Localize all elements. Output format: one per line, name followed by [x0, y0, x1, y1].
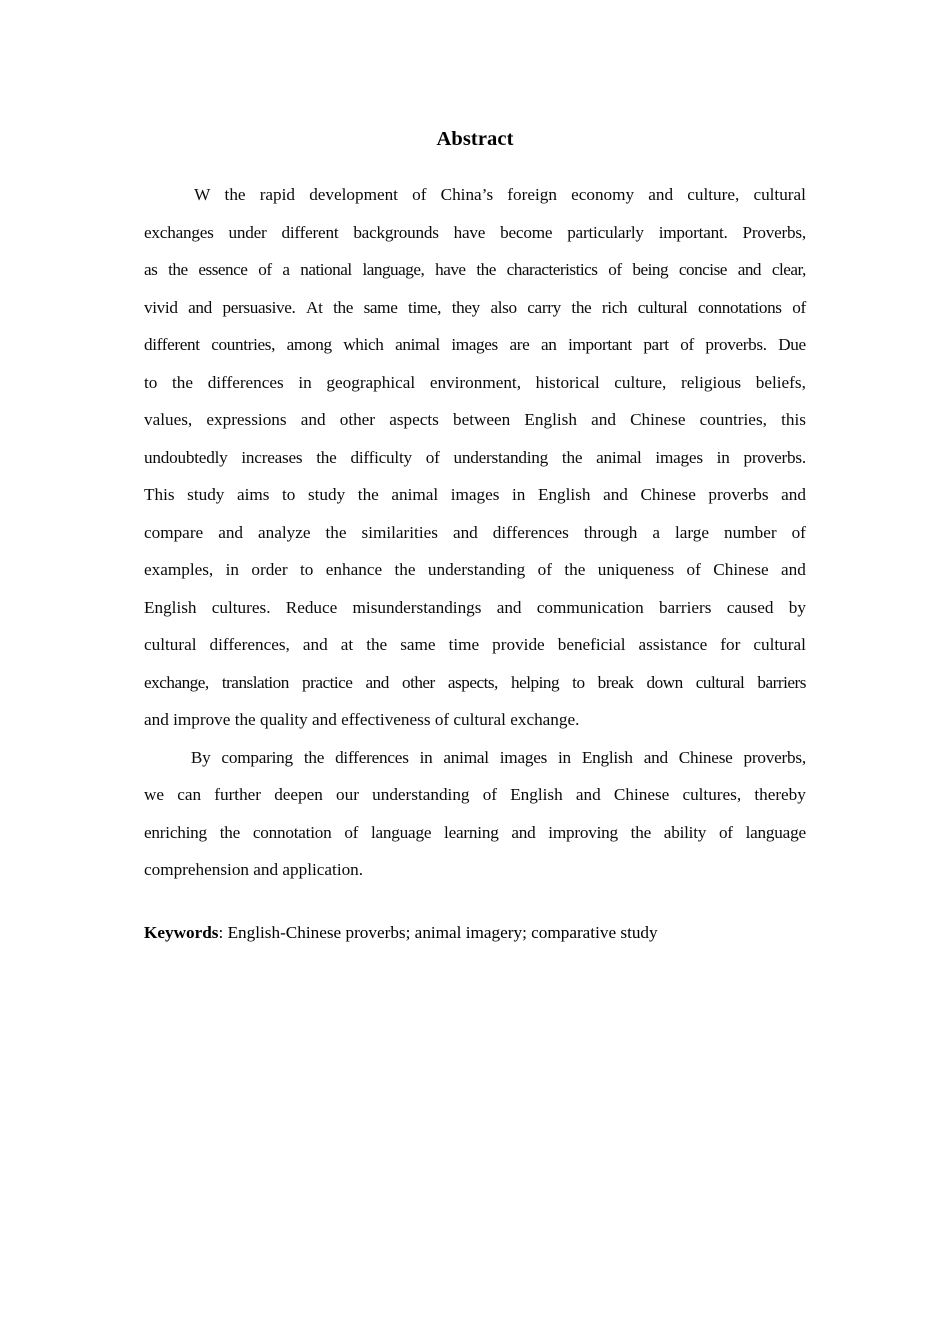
line-word: proverbs [708, 485, 769, 504]
line-word: time, [408, 297, 442, 317]
line-word: carry [527, 297, 561, 317]
text-line [144, 326, 806, 364]
line-word: enhance [325, 560, 383, 579]
text-line [144, 176, 806, 214]
line-word: and [648, 185, 674, 204]
line-word: cultural [753, 185, 806, 204]
line-word: cultural [753, 635, 806, 654]
line-word: Reduce [285, 597, 338, 617]
line-word: Chinese [678, 747, 733, 767]
keywords-separator: : [218, 923, 228, 942]
text-line [144, 739, 806, 777]
line-word: of [425, 447, 440, 467]
line-word: language [370, 822, 432, 842]
line-word: images [450, 485, 500, 504]
line-word: other [401, 672, 435, 692]
line-word: and [496, 597, 522, 617]
line-word: foreign [507, 185, 557, 204]
line-word: we [144, 785, 165, 804]
line-word: beneficial [557, 635, 626, 654]
line-word: similarities [361, 522, 438, 542]
line-word: in [558, 747, 571, 767]
line-word: assistance [638, 635, 708, 654]
line-word: the [561, 447, 583, 467]
line-word: proverbs. [743, 447, 806, 467]
text-line [144, 476, 806, 514]
line-word: analyze [258, 522, 311, 542]
line-word: same [400, 635, 436, 654]
line-word: Chinese [630, 410, 686, 429]
line-word: connotation [252, 822, 332, 842]
line-word: the [333, 297, 354, 317]
text-line [144, 776, 806, 814]
line-word: in [512, 485, 526, 504]
line-word: barriers [658, 597, 712, 617]
line-word: order [251, 560, 288, 579]
line-word: values, [144, 410, 193, 429]
line-word: the [394, 560, 416, 579]
line-word: the [168, 260, 188, 279]
line-word: connotations [698, 297, 782, 317]
line-word: and [188, 297, 212, 317]
line-word: in [225, 560, 239, 579]
page-title: Abstract [436, 128, 514, 150]
line-word: images [499, 747, 548, 767]
line-word: of [792, 297, 806, 317]
text-line [144, 251, 806, 289]
line-word: in [298, 372, 312, 392]
line-word: concise [678, 260, 727, 279]
line-word: between [453, 410, 511, 429]
line-word: aims [236, 485, 270, 504]
line-word: under [228, 222, 267, 242]
line-word: cultural [144, 635, 197, 654]
first-line-indent [144, 176, 180, 214]
line-word: practice [302, 672, 353, 692]
line-word: they [451, 297, 480, 317]
line-word: study [187, 485, 225, 504]
line-word: the [219, 822, 241, 842]
line-text: comprehension and application. [144, 860, 364, 879]
line-word: English [537, 485, 591, 504]
line-word: cultures, [682, 785, 742, 804]
line-word: understanding [372, 785, 470, 804]
line-word: through [583, 522, 638, 542]
line-word: China’s [440, 185, 494, 204]
line-word: to [282, 485, 296, 504]
line-word: down [646, 672, 683, 692]
line-word: in [419, 747, 433, 767]
line-word: barriers [757, 672, 806, 692]
line-word: of [258, 260, 272, 279]
line-word: of [412, 185, 427, 204]
line-word: cultural [695, 672, 745, 692]
line-word: different [144, 335, 200, 354]
text-line [144, 214, 806, 252]
line-word: to [572, 672, 585, 692]
line-word: the [172, 372, 194, 392]
line-word: the [564, 560, 586, 579]
line-word: study [307, 485, 346, 504]
line-word: clear, [771, 260, 806, 279]
line-word: difficulty [350, 447, 412, 467]
line-word: the [630, 822, 652, 842]
line-word: language, [362, 260, 425, 279]
line-word: aspects [389, 410, 439, 429]
line-word: undoubtedly [144, 447, 228, 467]
text-line [144, 589, 806, 627]
line-word: increases [241, 447, 303, 467]
line-word: of [791, 522, 806, 542]
line-word: English [510, 785, 563, 804]
line-word: of [686, 560, 701, 579]
line-word: have [435, 260, 466, 279]
text-line [144, 514, 806, 552]
line-word: and [781, 560, 806, 579]
line-word: cultural [637, 297, 688, 317]
line-word: differences [492, 522, 569, 542]
line-word: can [177, 785, 202, 804]
line-word: misunderstandings [352, 597, 482, 617]
line-word: countries, [699, 410, 767, 429]
line-word: economy [571, 185, 635, 204]
line-word: the [224, 185, 246, 204]
line-word: to [300, 560, 314, 579]
line-word: development [309, 185, 398, 204]
line-word: images [655, 447, 703, 467]
line-word: deepen [274, 785, 323, 804]
line-word: proverbs, [743, 747, 806, 767]
line-word: the [476, 260, 496, 279]
line-word: of [608, 260, 622, 279]
line-word: a [282, 260, 290, 279]
line-word: thereby [754, 785, 806, 804]
line-word: important. [658, 222, 728, 242]
line-word: the [325, 522, 347, 542]
line-word: for [720, 635, 741, 654]
line-word: cultures. [211, 597, 271, 617]
line-word: religious [680, 372, 742, 392]
line-word: our [336, 785, 359, 804]
abstract-body [144, 176, 806, 889]
line-word: differences [335, 747, 409, 767]
line-word: images [451, 335, 498, 354]
line-word: important [568, 335, 632, 354]
abstract-paragraph-1 [144, 176, 806, 739]
line-word: and [737, 260, 762, 279]
line-word: vivid [144, 297, 178, 317]
text-line [144, 664, 806, 702]
line-word: of [344, 822, 359, 842]
text-line [144, 439, 806, 477]
line-word: characteristics [506, 260, 598, 279]
line-word: of [482, 785, 498, 804]
line-word: part [643, 335, 669, 354]
line-word: understanding [453, 447, 549, 467]
line-word: countries, [211, 335, 276, 354]
line-word: exchanges [144, 222, 214, 242]
line-word: and [452, 522, 478, 542]
line-word: understanding [427, 560, 526, 579]
line-word: and [365, 672, 389, 692]
line-word: and [643, 747, 668, 767]
line-word: of [537, 560, 552, 579]
text-line [144, 626, 806, 664]
line-word: Chinese [613, 785, 670, 804]
line-word: uniqueness [597, 560, 675, 579]
line-word: other [339, 410, 376, 429]
line-word: geographical [326, 372, 416, 392]
line-word: animal [391, 485, 439, 504]
line-word: being [632, 260, 669, 279]
text-line [144, 364, 806, 402]
line-word: provide [492, 635, 545, 654]
first-line-indent [144, 739, 180, 777]
line-word: This [144, 485, 175, 504]
line-word: as [144, 260, 158, 279]
keywords-value: English-Chinese proverbs; animal imagery; comparative study [227, 923, 658, 942]
line-word: Proverbs, [742, 222, 806, 242]
text-line [144, 701, 806, 739]
line-word: persuasive. [222, 297, 296, 317]
line-word: exchange, [144, 672, 209, 692]
line-word: further [214, 785, 262, 804]
line-word: large [674, 522, 710, 542]
line-word: beliefs, [755, 372, 806, 392]
line-word: also [490, 297, 517, 317]
line-word: and [575, 785, 601, 804]
line-word: the [316, 447, 337, 467]
line-word: and [302, 635, 328, 654]
line-word: particularly [567, 222, 644, 242]
line-word: of [680, 335, 694, 354]
line-word: proverbs. [705, 335, 767, 354]
text-line [144, 851, 806, 889]
line-word: the [366, 635, 388, 654]
text-line [144, 814, 806, 852]
line-word: At [306, 297, 323, 317]
keywords-label: Keywords [144, 923, 219, 942]
line-word: Chinese [713, 560, 769, 579]
line-word: by [788, 597, 806, 617]
line-word: translation [221, 672, 289, 692]
line-word: animal [395, 335, 440, 354]
line-word: have [453, 222, 486, 242]
line-word: rich [601, 297, 628, 317]
line-word: among [286, 335, 332, 354]
line-word: language [745, 822, 806, 842]
line-word: rapid [259, 185, 296, 204]
line-word: the [571, 297, 592, 317]
line-word: of [718, 822, 733, 842]
line-word: culture, [687, 185, 740, 204]
line-word: this [781, 410, 806, 429]
line-word: helping [510, 672, 560, 692]
line-word: to [144, 372, 158, 392]
line-word: different [281, 222, 339, 242]
line-word: become [500, 222, 553, 242]
line-word: English [581, 747, 633, 767]
text-line [144, 401, 806, 439]
line-word: the [303, 747, 325, 767]
line-word: communication [536, 597, 644, 617]
line-word: learning [444, 822, 499, 842]
line-word: W [194, 185, 211, 204]
line-word: culture, [614, 372, 667, 392]
line-word: which [343, 335, 384, 354]
line-word: enriching [144, 822, 207, 842]
line-word: compare [144, 522, 204, 542]
abstract-paragraph-2 [144, 739, 806, 889]
line-word: environment, [429, 372, 521, 392]
line-word: national [300, 260, 352, 279]
line-word: animal [443, 747, 489, 767]
line-word: the [357, 485, 379, 504]
line-word: an [540, 335, 557, 354]
line-word: at [340, 635, 354, 654]
line-word: same [363, 297, 398, 317]
line-word: essence [198, 260, 248, 279]
line-word: break [597, 672, 634, 692]
text-line [144, 551, 806, 589]
line-word: in [716, 447, 730, 467]
line-word: differences [207, 372, 284, 392]
line-word: caused [726, 597, 774, 617]
line-word: expressions [206, 410, 287, 429]
text-line [144, 289, 806, 327]
line-word: are [509, 335, 530, 354]
line-word: and [781, 485, 806, 504]
line-word: and [300, 410, 326, 429]
line-word: ability [663, 822, 707, 842]
line-word: number [724, 522, 777, 542]
line-word: aspects, [447, 672, 498, 692]
line-word: time [448, 635, 480, 654]
line-word: a [652, 522, 660, 542]
line-word: comparing [221, 747, 293, 767]
line-word: animal [596, 447, 642, 467]
line-text: and improve the quality and effectiveness of cultural exchange. [144, 710, 580, 729]
line-word: examples, [144, 560, 214, 579]
line-word: historical [535, 372, 600, 392]
line-word: and [603, 485, 628, 504]
line-word: differences, [209, 635, 290, 654]
line-word: English [524, 410, 577, 429]
keywords-line [144, 920, 806, 946]
line-word: and [218, 522, 244, 542]
line-word: Due [778, 335, 806, 354]
line-word: Chinese [640, 485, 696, 504]
line-word: English [144, 597, 197, 617]
line-word: improving [548, 822, 618, 842]
line-word: backgrounds [353, 222, 439, 242]
line-word: and [591, 410, 616, 429]
line-word: By [190, 747, 211, 767]
line-word: and [511, 822, 536, 842]
